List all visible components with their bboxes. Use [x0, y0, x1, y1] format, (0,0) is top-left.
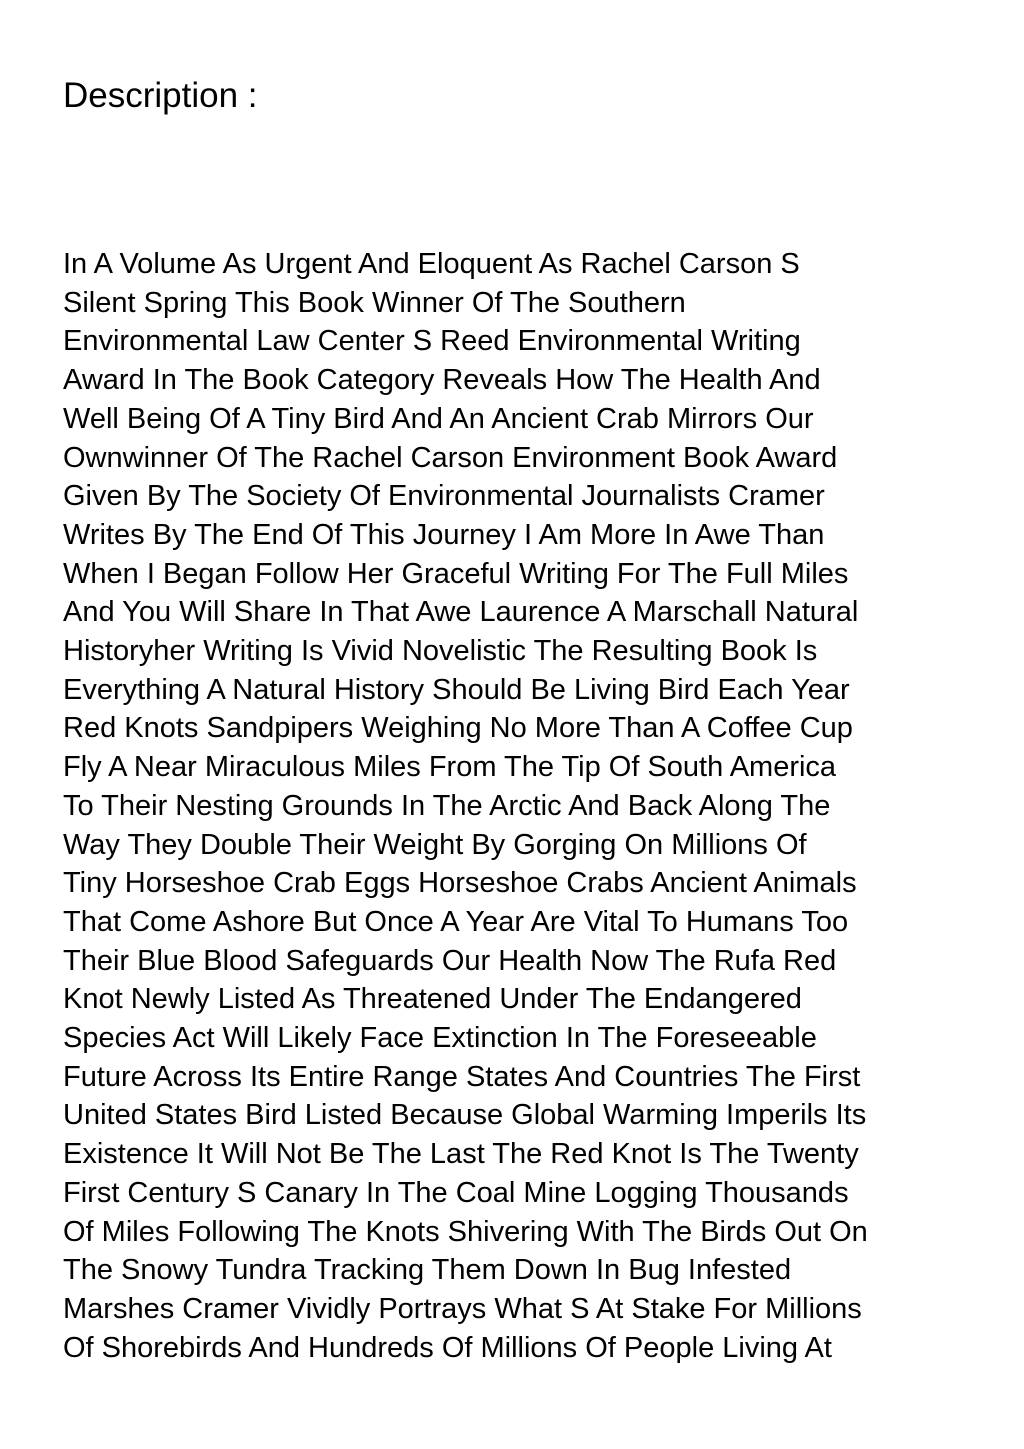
- body-line: Species Act Will Likely Face Extinction In The Foreseeable: [63, 1022, 817, 1055]
- body-line: That Come Ashore But Once A Year Are Vital To Humans Too: [63, 905, 849, 938]
- body-line: Given By The Society Of Environmental Journalists Cramer: [63, 480, 825, 513]
- body-line: United States Bird Listed Because Global Warming Imperils Its: [63, 1099, 867, 1132]
- body-line: Well Being Of A Tiny Bird And An Ancient Crab Mirrors Our: [63, 402, 814, 435]
- body-line: Fly A Near Miraculous Miles From The Tip Of South America: [63, 751, 837, 784]
- body-line: Red Knots Sandpipers Weighing No More Than A Coffee Cup: [63, 712, 853, 745]
- body-line: Historyher Writing Is Vivid Novelistic The Resulting Book Is: [63, 635, 818, 668]
- page-title: Description :: [63, 76, 258, 115]
- body-line: Writes By The End Of This Journey I Am More In Awe Than: [63, 518, 825, 551]
- body-line: Ownwinner Of The Rachel Carson Environment Book Award: [63, 441, 838, 474]
- body-line: And You Will Share In That Awe Laurence A Marschall Natural: [63, 596, 859, 629]
- body-line: Existence It Will Not Be The Last The Red Knot Is The Twenty: [63, 1138, 859, 1171]
- body-line: Everything A Natural History Should Be Living Bird Each Year: [63, 673, 850, 706]
- description-body: [63, 245, 1003, 1367]
- body-line: The Snowy Tundra Tracking Them Down In Bug Infested: [63, 1254, 792, 1287]
- body-line: Their Blue Blood Safeguards Our Health Now The Rufa Red: [63, 944, 837, 977]
- body-line: First Century S Canary In The Coal Mine Logging Thousands: [63, 1176, 849, 1209]
- body-line: Silent Spring This Book Winner Of The Southern: [63, 286, 686, 319]
- body-line: Environmental Law Center S Reed Environmental Writing: [63, 325, 801, 358]
- body-line: Knot Newly Listed As Threatened Under The Endangered: [63, 983, 802, 1016]
- body-line: Of Miles Following The Knots Shivering With The Birds Out On: [63, 1215, 868, 1248]
- body-line: When I Began Follow Her Graceful Writing For The Full Miles: [63, 557, 849, 590]
- body-line: Award In The Book Category Reveals How The Health And: [63, 364, 821, 397]
- body-line: In A Volume As Urgent And Eloquent As Rachel Carson S: [63, 248, 800, 280]
- body-line: To Their Nesting Grounds In The Arctic And Back Along The: [63, 789, 831, 822]
- body-line: Way They Double Their Weight By Gorging On Millions Of: [63, 828, 807, 861]
- body-line: Tiny Horseshoe Crab Eggs Horseshoe Crabs Ancient Animals: [63, 867, 857, 900]
- body-line: Future Across Its Entire Range States And Countries The First: [63, 1060, 861, 1093]
- body-line: Marshes Cramer Vividly Portrays What S At Stake For Millions: [63, 1292, 862, 1325]
- body-line: Of Shorebirds And Hundreds Of Millions Of People Living At: [63, 1331, 832, 1364]
